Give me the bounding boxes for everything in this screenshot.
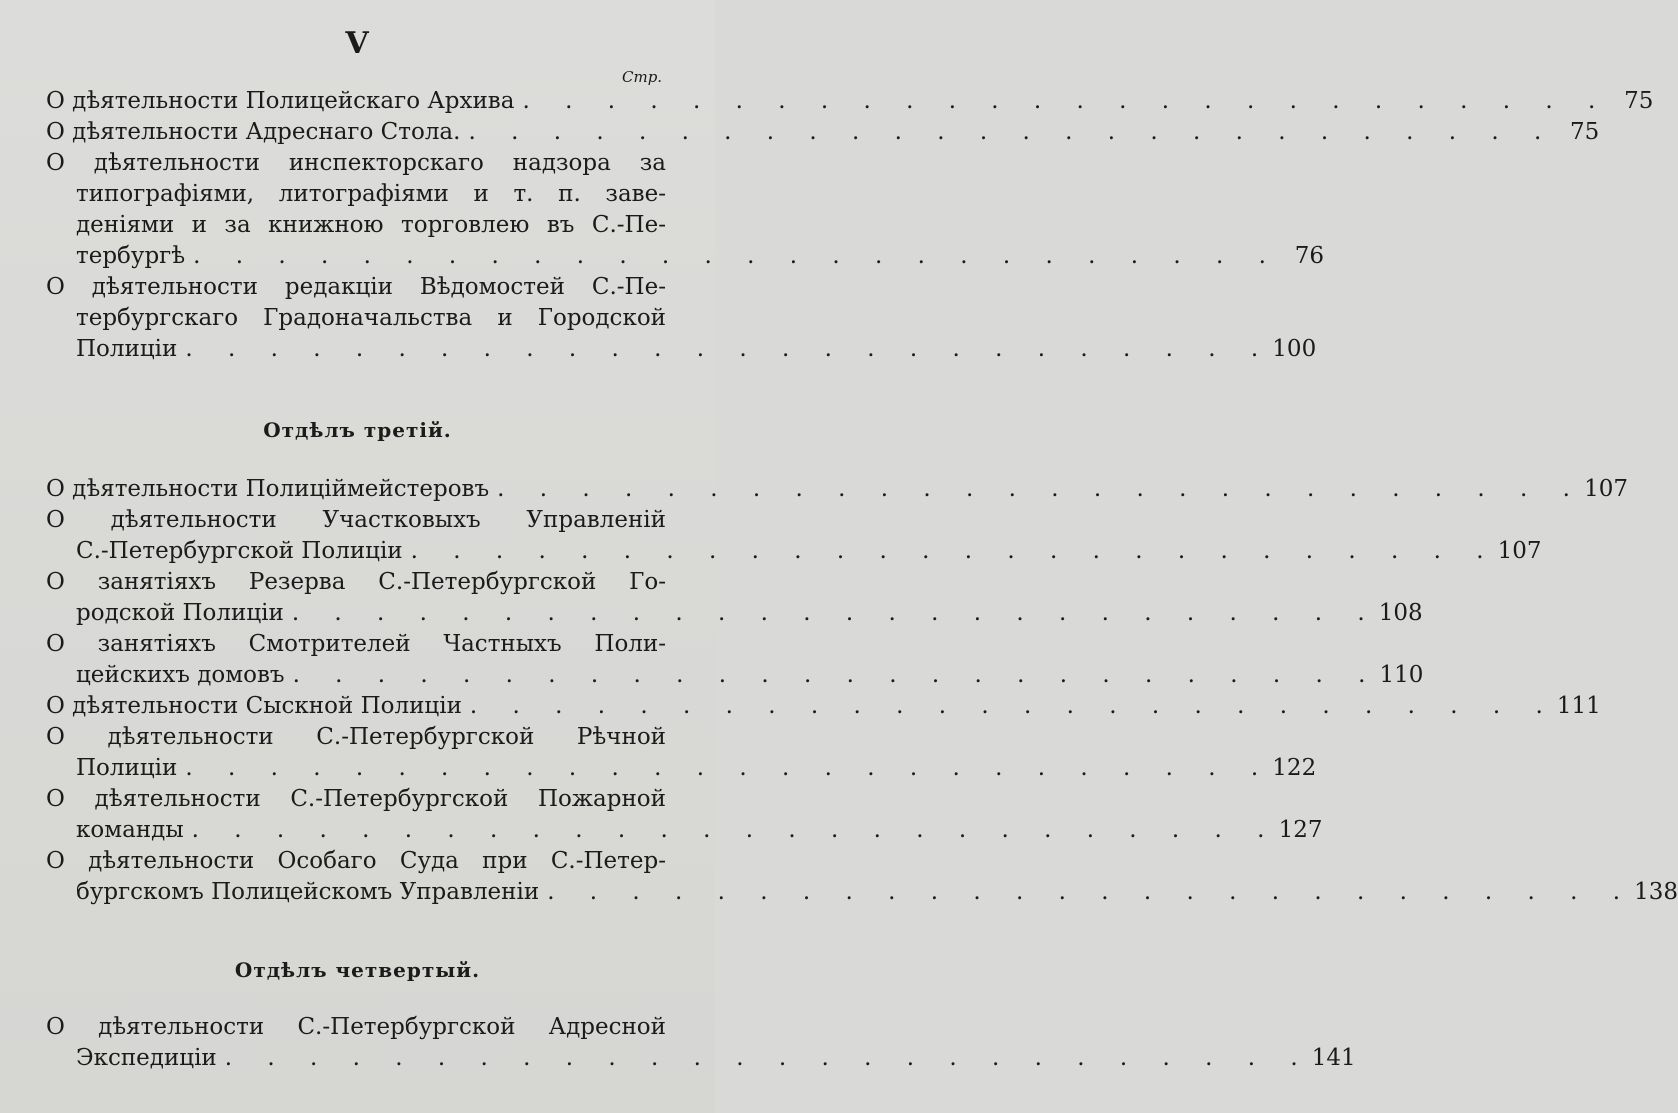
toc-entry	[46, 567, 1423, 629]
toc-entry-text: О дѣятельности Полицейскаго Архива	[46, 88, 515, 114]
toc-entry-text: О занятіяхъ Смотрителей Частныхъ Поли-	[46, 631, 666, 657]
toc-entry	[46, 784, 1323, 846]
toc-entry-text: Экспедиціи	[76, 1045, 217, 1071]
toc-page-number: 138	[1634, 879, 1678, 905]
dot-leader: . . . . . . . . . . . . . . . . . . . . . . . . . .	[185, 336, 1273, 362]
toc-entry-text: О дѣятельности Полиціймейстеровъ	[46, 476, 490, 502]
toc-entry-line	[46, 334, 1317, 365]
toc-entry-text: деніями и за книжною торговлею въ С.-Пе-	[76, 212, 666, 238]
toc-entry	[46, 691, 1601, 722]
dot-leader: . . . . . . . . . . . . . . . . . . . . . . . . . .	[185, 755, 1273, 781]
toc-entry-text: Полиціи	[76, 755, 178, 781]
toc-entry-line	[46, 877, 1678, 908]
toc-entry-text: команды	[76, 817, 184, 843]
toc-entry	[46, 1012, 1356, 1074]
toc-entry-text: О дѣятельности Участковыхъ Управленій	[46, 507, 666, 533]
section-heading: Отдѣлъ четвертый.	[234, 958, 481, 982]
toc-entry	[46, 846, 1678, 908]
toc-page-number: 110	[1379, 662, 1424, 688]
toc-entry-text: О дѣятельности Сыскной Полиціи	[46, 693, 462, 719]
toc-page-number: 111	[1556, 693, 1601, 719]
dot-leader: . . . . . . . . . . . . . . . . . . . . . . . . . .	[291, 600, 1379, 626]
toc-entry-line	[46, 598, 1423, 629]
toc-entry-line	[46, 660, 1424, 691]
toc-entry-text: О дѣятельности Адреснаго Стола.	[46, 119, 461, 145]
toc-entry-text: тербургскаго Градоначальства и Городской	[76, 305, 666, 331]
toc-entry-line	[46, 815, 1323, 846]
section-heading: Отдѣлъ третій.	[263, 418, 452, 442]
toc-entry-line	[46, 1012, 666, 1043]
toc-entry	[46, 722, 1317, 784]
toc-page-number: 108	[1378, 600, 1423, 626]
dot-leader: . . . . . . . . . . . . . . . . . . . . . . . . . .	[469, 693, 1557, 719]
toc-entry	[46, 629, 1424, 691]
toc-entry-line	[46, 117, 1600, 148]
toc-page-number: 76	[1294, 243, 1324, 269]
toc-entry-line	[46, 1043, 1356, 1074]
toc-entry-line	[46, 784, 666, 815]
toc-page-number: 75	[1570, 119, 1600, 145]
page-column-label: Стр.	[622, 68, 663, 86]
toc-page-number: 107	[1584, 476, 1628, 502]
toc-entry-line	[46, 536, 1542, 567]
toc-page-number: 75	[1624, 88, 1654, 114]
toc-entry-line	[46, 148, 666, 179]
toc-entry-line	[46, 272, 666, 303]
toc-entry-text: Полиціи	[76, 336, 178, 362]
toc-entry-line	[46, 474, 1628, 505]
dot-leader: . . . . . . . . . . . . . . . . . . . . . . . . . .	[292, 662, 1380, 688]
dot-leader: . . . . . . . . . . . . . . . . . . . . . . . . . .	[497, 476, 1584, 502]
toc-entry-line	[46, 179, 666, 210]
dot-leader: . . . . . . . . . . . . . . . . . . . . . . . . . .	[224, 1045, 1312, 1071]
toc-entry-text: бургскомъ Полицейскомъ Управленіи	[76, 879, 540, 905]
toc-entry-text: О дѣятельности С.-Петербургской Рѣчной	[46, 724, 666, 750]
toc-entry-line	[46, 691, 1601, 722]
toc-entry-line	[46, 86, 1654, 117]
toc-entry-text: О занятіяхъ Резерва С.-Петербургской Го-	[46, 569, 666, 595]
toc-entry-line	[46, 722, 666, 753]
dot-leader: . . . . . . . . . . . . . . . . . . . . . . . . . .	[468, 119, 1556, 145]
toc-entry	[46, 148, 1324, 272]
toc-entry-line	[46, 241, 1324, 272]
toc-entry-text: О дѣятельности С.-Петербургской Пожарной	[46, 786, 666, 812]
toc-page-number: 122	[1272, 755, 1317, 781]
toc-page-number: 100	[1272, 336, 1317, 362]
dot-leader: . . . . . . . . . . . . . . . . . . . . . . . . . .	[547, 879, 1635, 905]
toc-entry-line	[46, 846, 666, 877]
dot-leader: . . . . . . . . . . . . . . . . . . . . . . . . . .	[410, 538, 1498, 564]
toc-entry-line	[46, 303, 666, 334]
toc-entry	[46, 272, 1317, 365]
toc-entry	[46, 505, 1542, 567]
toc-entry-text: тербургѣ	[76, 243, 186, 269]
toc-entry-line	[46, 629, 666, 660]
toc-entry-text: С.-Петербургской Полиціи	[76, 538, 403, 564]
dot-leader: . . . . . . . . . . . . . . . . . . . . . . . . . .	[522, 88, 1610, 114]
toc-entry-line	[46, 753, 1317, 784]
page-number: V	[345, 26, 370, 61]
toc-entry-line	[46, 567, 666, 598]
toc-entry-text: цейскихъ домовъ	[76, 662, 285, 688]
dot-leader: . . . . . . . . . . . . . . . . . . . . . . . . . .	[193, 243, 1280, 269]
toc-page-number: 127	[1278, 817, 1323, 843]
toc-entry-text: родской Полиціи	[76, 600, 284, 626]
toc-page-number: 141	[1311, 1045, 1356, 1071]
toc-entry-text: О дѣятельности С.-Петербургской Адресной	[46, 1014, 666, 1040]
toc-entry-line	[46, 505, 666, 536]
toc-entry-text: О дѣятельности Особаго Суда при С.-Петер-	[46, 848, 666, 874]
toc-entry-line	[46, 210, 666, 241]
dot-leader: . . . . . . . . . . . . . . . . . . . . . . . . . .	[191, 817, 1279, 843]
toc-entry	[46, 474, 1628, 505]
toc-entry	[46, 86, 1654, 117]
toc-entry-text: типографіями, литографіями и т. п. заве-	[76, 181, 666, 207]
toc-entry-text: О дѣятельности редакціи Вѣдомостей С.-Пе-	[46, 274, 666, 300]
toc-page-number: 107	[1497, 538, 1542, 564]
toc-entry	[46, 117, 1600, 148]
toc-entry-text: О дѣятельности инспекторскаго надзора за	[46, 150, 666, 176]
